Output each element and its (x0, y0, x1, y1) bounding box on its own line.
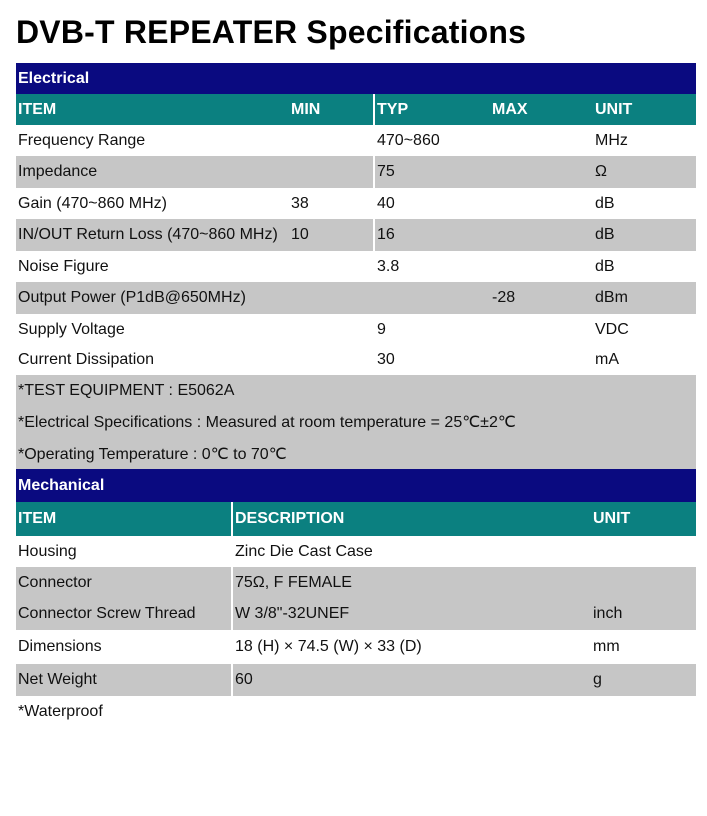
row-item: Gain (470~860 MHz) (18, 194, 167, 212)
row-unit: VDC (595, 320, 629, 338)
row-typ: 16 (377, 226, 395, 243)
table-row (16, 156, 696, 188)
table-row (16, 188, 696, 219)
col-unit-header: UNIT (593, 510, 631, 527)
table-row (16, 598, 696, 630)
row-item: Connector (18, 574, 92, 591)
row-item: Noise Figure (18, 257, 109, 275)
col-item-header: ITEM (18, 100, 57, 118)
table-row (16, 251, 696, 282)
row-unit: mm (593, 638, 620, 655)
table-row (16, 219, 696, 251)
table-row (16, 630, 696, 664)
row-typ (375, 282, 377, 314)
table-row (16, 536, 696, 567)
row-description: Zinc Die Cast Case (235, 542, 373, 560)
col-unit-header: UNIT (595, 100, 633, 118)
table-row (16, 345, 696, 375)
row-item: Current Dissipation (18, 351, 155, 368)
col-min-header: MIN (291, 100, 321, 118)
row-max (490, 345, 492, 375)
row-description: 75Ω, F FEMALE (235, 574, 352, 591)
row-typ: 3.8 (377, 257, 400, 275)
col-max-header: MAX (492, 100, 528, 118)
mechanical-section-label: Mechanical (18, 476, 105, 494)
row-item: Impedance (18, 163, 98, 180)
row-min (289, 345, 291, 375)
row-typ: 75 (377, 163, 395, 180)
col-typ-header: TYP (377, 100, 409, 118)
row-min: 38 (291, 194, 309, 212)
row-typ: 9 (377, 320, 386, 338)
table-row (16, 125, 696, 156)
row-unit: dB (595, 257, 615, 275)
row-unit: dBm (595, 289, 628, 306)
row-unit: inch (593, 605, 623, 622)
electrical-section-header (16, 63, 696, 94)
table-row (16, 664, 696, 696)
row-min (289, 282, 291, 314)
row-max: -28 (492, 289, 516, 306)
row-min: 10 (291, 226, 309, 243)
row-unit: Ω (595, 163, 607, 180)
row-max (490, 251, 492, 282)
table-row (16, 314, 696, 345)
row-max (490, 314, 492, 345)
row-description: 18 (H) × 74.5 (W) × 33 (D) (235, 638, 422, 655)
row-item: Supply Voltage (18, 320, 125, 338)
row-unit: dB (595, 194, 615, 212)
mechanical-table-header (16, 502, 696, 536)
row-item: Housing (18, 542, 77, 560)
row-item: Output Power (P1dB@650MHz) (18, 289, 246, 306)
row-typ: 40 (377, 194, 395, 212)
row-unit: MHz (595, 131, 628, 149)
row-unit: dB (595, 226, 615, 243)
row-min (289, 314, 291, 345)
row-max (490, 219, 492, 251)
row-max (490, 125, 492, 156)
table-row (16, 567, 696, 599)
row-description: 60 (235, 671, 253, 688)
table-row-group (16, 567, 696, 630)
row-typ: 470~860 (377, 131, 440, 149)
row-max (490, 156, 492, 188)
row-min (289, 251, 291, 282)
row-description: W 3/8"-32UNEF (235, 605, 350, 622)
row-item: IN/OUT Return Loss (470~860 MHz) (18, 226, 278, 243)
electrical-notes (16, 375, 696, 469)
col-item-header: ITEM (18, 510, 57, 527)
row-unit (591, 536, 593, 567)
row-min (289, 125, 291, 156)
row-min (289, 156, 291, 188)
row-item: Net Weight (18, 671, 97, 688)
row-unit (591, 567, 593, 599)
electrical-section-label: Electrical (18, 69, 90, 87)
note-measurement-conditions: *Electrical Specifications : Measured at room temperature = 25℃±2℃ (18, 414, 516, 431)
note-test-equipment: *TEST EQUIPMENT : E5062A (18, 381, 235, 399)
row-item: Dimensions (18, 638, 102, 655)
row-item: Connector Screw Thread (18, 605, 196, 622)
row-unit: mA (595, 351, 619, 368)
note-operating-temperature: *Operating Temperature : 0℃ to 70℃ (18, 445, 287, 463)
note-waterproof: *Waterproof (18, 703, 103, 720)
page-title: DVB-T REPEATER Specifications (16, 14, 527, 50)
table-row (16, 282, 696, 314)
mechanical-section-header (16, 469, 696, 502)
row-max (490, 188, 492, 219)
electrical-table-header (16, 94, 696, 125)
row-unit: g (593, 671, 602, 688)
row-typ: 30 (377, 351, 395, 368)
row-item: Frequency Range (18, 131, 146, 149)
col-description-header: DESCRIPTION (235, 510, 345, 527)
